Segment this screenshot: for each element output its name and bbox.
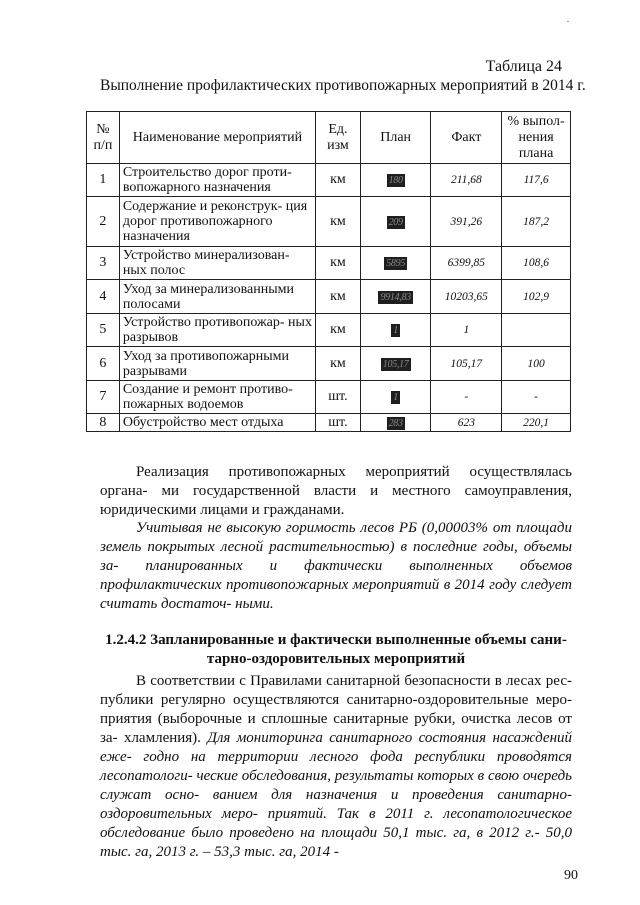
row-unit-cell: км bbox=[316, 314, 361, 347]
row-number-cell: 6 bbox=[87, 347, 120, 381]
plan-value-redacted: 1 bbox=[393, 325, 398, 336]
row-plan-cell bbox=[360, 247, 431, 280]
table-row bbox=[87, 314, 571, 347]
table-label: Таблица 24 bbox=[485, 58, 562, 75]
column-header-percent: % выпол- нения плана bbox=[502, 112, 571, 164]
row-fact-cell: 105,17 bbox=[431, 347, 502, 381]
row-fact-cell: 1 bbox=[431, 314, 502, 347]
row-unit-cell: шт. bbox=[316, 381, 361, 414]
row-name-cell: Обустройство мест отдыха bbox=[119, 414, 315, 432]
row-plan-cell bbox=[360, 381, 431, 414]
row-plan-cell bbox=[360, 314, 431, 347]
plan-value-redacted: 209 bbox=[388, 216, 403, 228]
row-fact-cell: - bbox=[431, 381, 502, 414]
table-row bbox=[87, 347, 571, 381]
paragraph-implementation: Реализация противопожарных мероприятий осуществлялась органа- ми государственной власти и местного самоуправления, юридическими лицами и гражданами. bbox=[100, 464, 572, 518]
table-header-row bbox=[87, 112, 571, 164]
table-row bbox=[87, 414, 571, 432]
row-unit-cell: км bbox=[316, 347, 361, 381]
plan-value-redacted: 283 bbox=[388, 417, 403, 429]
row-name-cell: Строительство дорог проти- вопожарного назначения bbox=[119, 164, 315, 197]
row-percent-cell: 220,1 bbox=[502, 414, 571, 432]
column-header-number: № п/п bbox=[87, 112, 120, 164]
column-header-fact: Факт bbox=[431, 112, 502, 164]
column-header-plan: План bbox=[360, 112, 431, 164]
row-percent-cell: 108,6 bbox=[502, 247, 571, 280]
row-plan-cell bbox=[360, 164, 431, 197]
column-header-name: Наименование мероприятий bbox=[119, 112, 315, 164]
row-name-cell: Устройство противопожар- ных разрывов bbox=[119, 314, 315, 347]
paragraph-conclusion: Учитывая не высокую горимость лесов РБ (0,00003% от площади земель покрытых лесной растительностью) в последние годы, объемы за- планированных и фактически выполненных объемов профилактических противопожарных мероприятий в 2014 году следует считать достаточ- ными. bbox=[100, 520, 572, 612]
row-fact-cell: 623 bbox=[431, 414, 502, 432]
row-plan-cell bbox=[360, 197, 431, 247]
table-row bbox=[87, 280, 571, 314]
row-percent-cell: 117,6 bbox=[502, 164, 571, 197]
row-fact-cell: 10203,65 bbox=[431, 280, 502, 314]
row-unit-cell: шт. bbox=[316, 414, 361, 432]
row-percent-cell: 187,2 bbox=[502, 197, 571, 247]
table-row bbox=[87, 247, 571, 280]
paragraph-sanitary-text: В соответствии с Правилами санитарной безопасности в лесах рес- публики регулярно осуществляются санитарно-оздоровительные меро- приятия (выборочные и сплошные санитарные рубки, очистка лесов от за- хламления). bbox=[100, 673, 572, 746]
table-caption: Выполнение профилактических противопожарных мероприятий в 2014 г. bbox=[100, 77, 586, 94]
row-unit-cell: км bbox=[316, 164, 361, 197]
column-header-unit: Ед. изм bbox=[316, 112, 361, 164]
row-percent-cell: 102,9 bbox=[502, 280, 571, 314]
row-percent-cell: 100 bbox=[502, 347, 571, 381]
paragraph-sanitary bbox=[100, 672, 572, 862]
row-plan-cell bbox=[360, 280, 431, 314]
row-number-cell: 3 bbox=[87, 247, 120, 280]
row-percent-cell: - bbox=[502, 381, 571, 414]
row-percent-cell bbox=[502, 314, 571, 347]
row-name-cell: Содержание и реконструк- ция дорог противопожарного назначения bbox=[119, 197, 315, 247]
plan-value-redacted: 9914,83 bbox=[380, 291, 411, 303]
row-plan-cell bbox=[360, 347, 431, 381]
row-number-cell: 8 bbox=[87, 414, 120, 432]
plan-value-redacted: 1 bbox=[393, 392, 398, 403]
section-heading: 1.2.4.2 Запланированные и фактически выполненные объемы сани- тарно-оздоровительных мероприятий bbox=[105, 632, 567, 667]
page-number: 90 bbox=[564, 868, 578, 883]
table-row bbox=[87, 197, 571, 247]
row-number-cell: 2 bbox=[87, 197, 120, 247]
row-name-cell: Уход за минерализованными полосами bbox=[119, 280, 315, 314]
plan-value-redacted: 180 bbox=[388, 175, 403, 186]
plan-value-redacted: 105,17 bbox=[382, 358, 409, 370]
row-number-cell: 1 bbox=[87, 164, 120, 197]
paragraph-sanitary-italic-text: Для мониторинга санитарного состояния насаждений еже- годно на территории лесного фода республики проводятся лесопатологи- ческие обследования, результаты которых в свою очередь служат осно- ванием для назначения и проведения санитарно-оздоровительных меро- приятий. Так в 2011 г. лесопатологическое обследование было проведено на площади 50,1 тыс. га, в 2012 г.- 50,0 тыс. га, 2013 г. – 53,3 тыс. га, 2014 - bbox=[100, 730, 573, 860]
corner-mark: · bbox=[566, 14, 570, 28]
row-unit-cell: км bbox=[316, 280, 361, 314]
row-name-cell: Устройство минерализован- ных полос bbox=[119, 247, 315, 280]
row-name-cell: Уход за противопожарными разрывами bbox=[119, 347, 315, 381]
row-plan-cell bbox=[360, 414, 431, 432]
row-fact-cell: 211,68 bbox=[431, 164, 502, 197]
row-fact-cell: 6399,85 bbox=[431, 247, 502, 280]
row-number-cell: 5 bbox=[87, 314, 120, 347]
row-name-cell: Создание и ремонт противо- пожарных водоемов bbox=[119, 381, 315, 414]
row-number-cell: 7 bbox=[87, 381, 120, 414]
row-fact-cell: 391,26 bbox=[431, 197, 502, 247]
row-number-cell: 4 bbox=[87, 280, 120, 314]
row-unit-cell: км bbox=[316, 197, 361, 247]
fire-measures-table bbox=[86, 111, 571, 432]
plan-value-redacted: 5895 bbox=[386, 258, 406, 269]
table-row bbox=[87, 164, 571, 197]
row-unit-cell: км bbox=[316, 247, 361, 280]
table-row bbox=[87, 381, 571, 414]
